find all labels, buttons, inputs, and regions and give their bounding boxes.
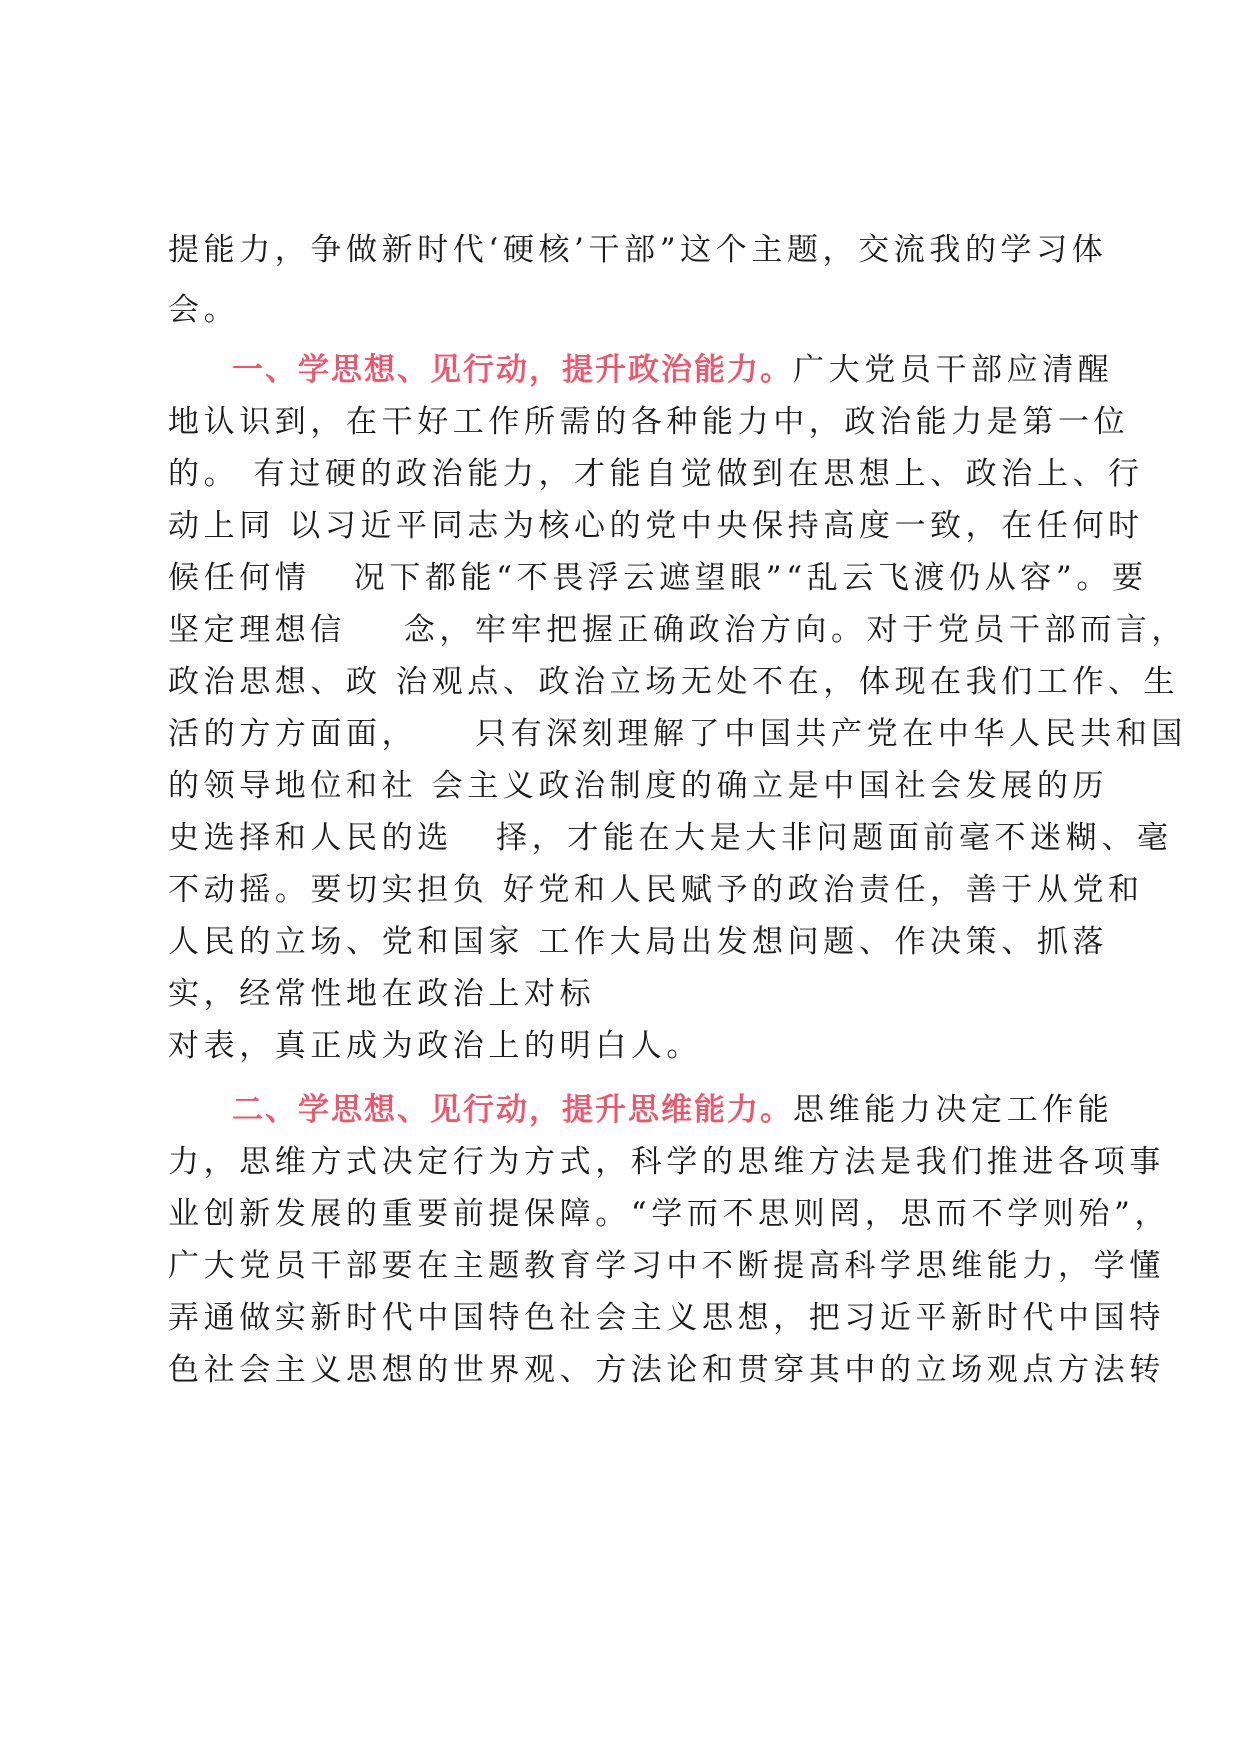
section1-first-line-text: 广大党员干部应清醒	[793, 352, 1114, 388]
section1-line: 对表，真正成为政治上的明白人。	[168, 1028, 702, 1064]
section1-line: 的。 有过硬的政治能力，才能自觉做到在思想上、政治上、行	[168, 456, 1144, 492]
section1-line: 的领导地位和社 会主义政治制度的确立是中国社会发展的历	[168, 768, 1109, 804]
section2-first-line-text: 思维能力决定工作能	[793, 1092, 1114, 1128]
intro-line-2: 会。	[168, 292, 240, 328]
section1-line: 地认识到，在干好工作所需的各种能力中，政治能力是第一位	[168, 404, 1130, 440]
section1-line: 坚定理想信 念，牢牢把握正确政治方向。对于党员干部而言，	[168, 612, 1188, 648]
intro-line-1: 提能力，争做新时代‘硬核’干部”这个主题，交流我的学习体	[168, 232, 1108, 268]
section2-line: 弄通做实新时代中国特色社会主义思想，把习近平新时代中国特	[168, 1300, 1165, 1336]
section1-line: 活的方方面面， 只有深刻理解了中国共产党在中华人民共和国	[168, 716, 1188, 752]
section2-line: 业创新发展的重要前提保障。“学而不思则罔，思而不学则殆”，	[168, 1196, 1171, 1232]
section2-line: 广大党员干部要在主题教育学习中不断提高科学思维能力，学懂	[168, 1248, 1165, 1284]
section2-heading: 二、学思想、见行动，提升思维能力。	[232, 1092, 793, 1128]
section1-line: 人民的立场、党和国家 工作大局出发想问题、作决策、抓落	[168, 924, 1109, 960]
section1-heading: 一、学思想、见行动，提升政治能力。	[232, 352, 793, 388]
section2-line: 色社会主义思想的世界观、方法论和贯穿其中的立场观点方法转	[168, 1352, 1165, 1388]
section2-line: 力，思维方式决定行为方式，科学的思维方法是我们推进各项事	[168, 1144, 1165, 1180]
section1-first-line	[232, 350, 1113, 390]
section1-line: 不动摇。要切实担负 好党和人民赋予的政治责任，善于从党和	[168, 872, 1144, 908]
section1-line: 动上同 以习近平同志为核心的党中央保持高度一致，在任何时	[168, 508, 1144, 544]
section1-line: 史选择和人民的选 择，才能在大是大非问题面前毫不迷糊、毫	[168, 820, 1173, 856]
section1-line: 实，经常性地在政治上对标	[168, 976, 596, 1012]
section1-line: 政治思想、政 治观点、政治立场无处不在，体现在我们工作、生	[168, 664, 1180, 700]
section1-line: 候任何情 况下都能“不畏浮云遮望眼”“乱云飞渡仍从容”。要	[168, 560, 1148, 596]
section2-first-line	[232, 1090, 1113, 1130]
